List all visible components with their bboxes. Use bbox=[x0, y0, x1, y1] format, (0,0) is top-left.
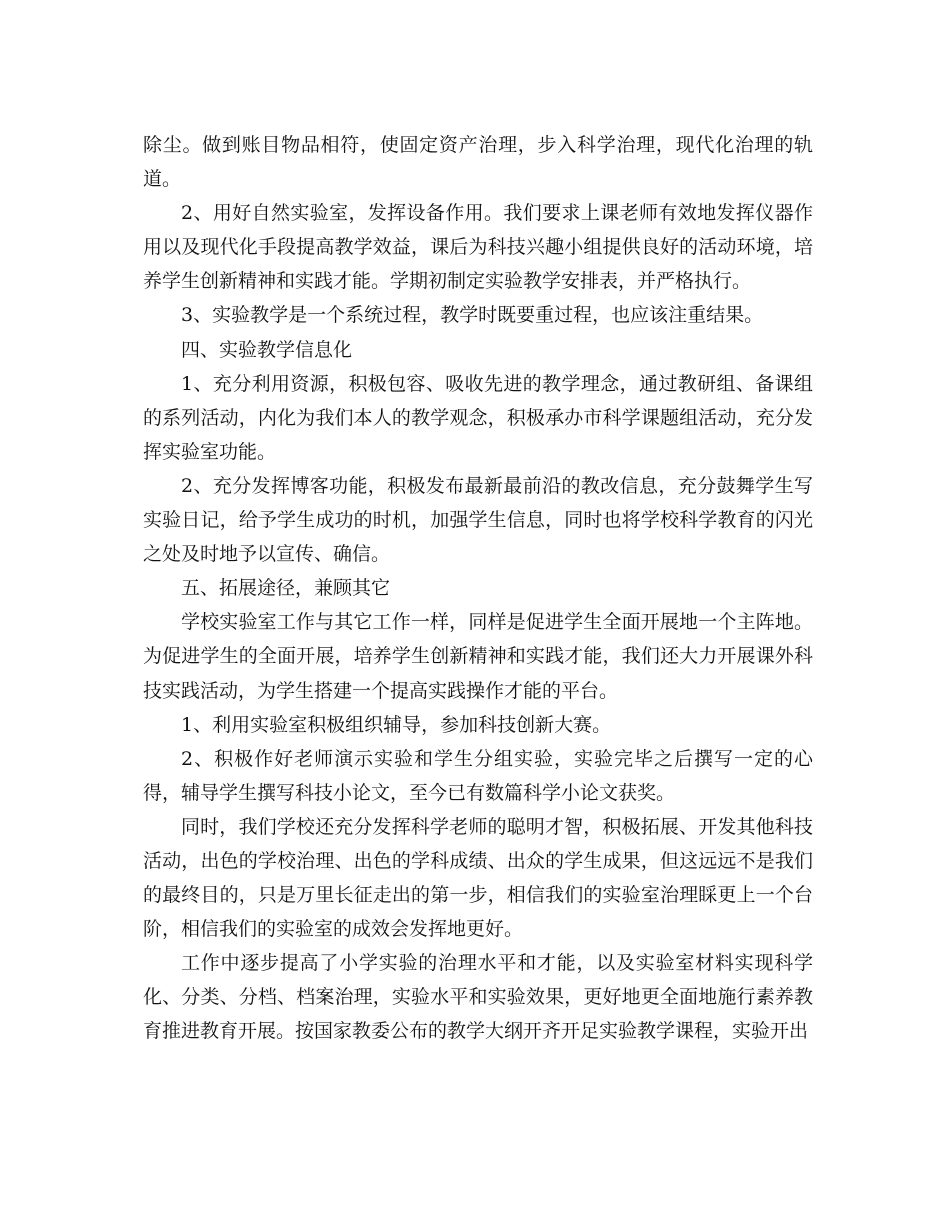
paragraph: 工作中逐步提高了小学实验的治理水平和才能，以及实验室材料实现科学化、分类、分档、档案治理，实验水平和实验效果，更好地更全面地施行素养教育推进教育开展。按国家教委公布的教学大纲开齐开足实验教学课程，实验开出 bbox=[143, 952, 813, 1043]
paragraph: 1、充分利用资源，积极包容、吸收先进的教学理念，通过教研组、备课组的系列活动，内化为我们本人的教学观念，积极承办市科学课题组活动，充分发挥实验室功能。 bbox=[143, 372, 813, 463]
paragraph: 2、用好自然实验室，发挥设备作用。我们要求上课老师有效地发挥仪器作用以及现代化手段提高教学效益，课后为科技兴趣小组提供良好的活动环境，培养学生创新精神和实践才能。学期初制定实验教学安排表，并严格执行。 bbox=[143, 202, 813, 293]
paragraph: 1、利用实验室积极组织辅导，参加科技创新大赛。 bbox=[181, 713, 612, 736]
paragraph: 2、充分发挥博客功能，积极发布最新最前沿的教改信息，充分鼓舞学生写实验日记，给予学生成功的时机，加强学生信息，同时也将学校科学教育的闪光之处及时地予以宣传、确信。 bbox=[143, 474, 813, 566]
section-heading: 五、拓展途径，兼顾其它 bbox=[181, 577, 391, 600]
paragraph: 同时，我们学校还充分发挥科学老师的聪明才智，积极拓展、开发其他科技活动，出色的学校治理、出色的学科成绩、出众的学生成果，但这远远不是我们的最终目的，只是万里长征走出的第一步，相信我们的实验室治理睬更上一个台阶，相信我们的实验室的成效会发挥地更好。 bbox=[143, 815, 813, 941]
paragraph-continuation: 除尘。做到账目物品相符，使固定资产治理，步入科学治理，现代化治理的轨道。 bbox=[143, 134, 813, 191]
paragraph: 学校实验室工作与其它工作一样，同样是促进学生全面开展地一个主阵地。为促进学生的全面开展，培养学生创新精神和实践才能，我们还大力开展课外科技实践活动，为学生搭建一个提高实践操作才能的平台。 bbox=[143, 611, 813, 702]
paragraph: 3、实验教学是一个系统过程，教学时既要重过程，也应该注重结果。 bbox=[181, 304, 764, 327]
paragraph: 2、积极作好老师演示实验和学生分组实验，实验完毕之后撰写一定的心得，辅导学生撰写科技小论文，至今已有数篇科学小论文获奖。 bbox=[143, 747, 813, 804]
section-heading: 四、实验教学信息化 bbox=[181, 338, 353, 361]
document-body bbox=[143, 128, 813, 1049]
